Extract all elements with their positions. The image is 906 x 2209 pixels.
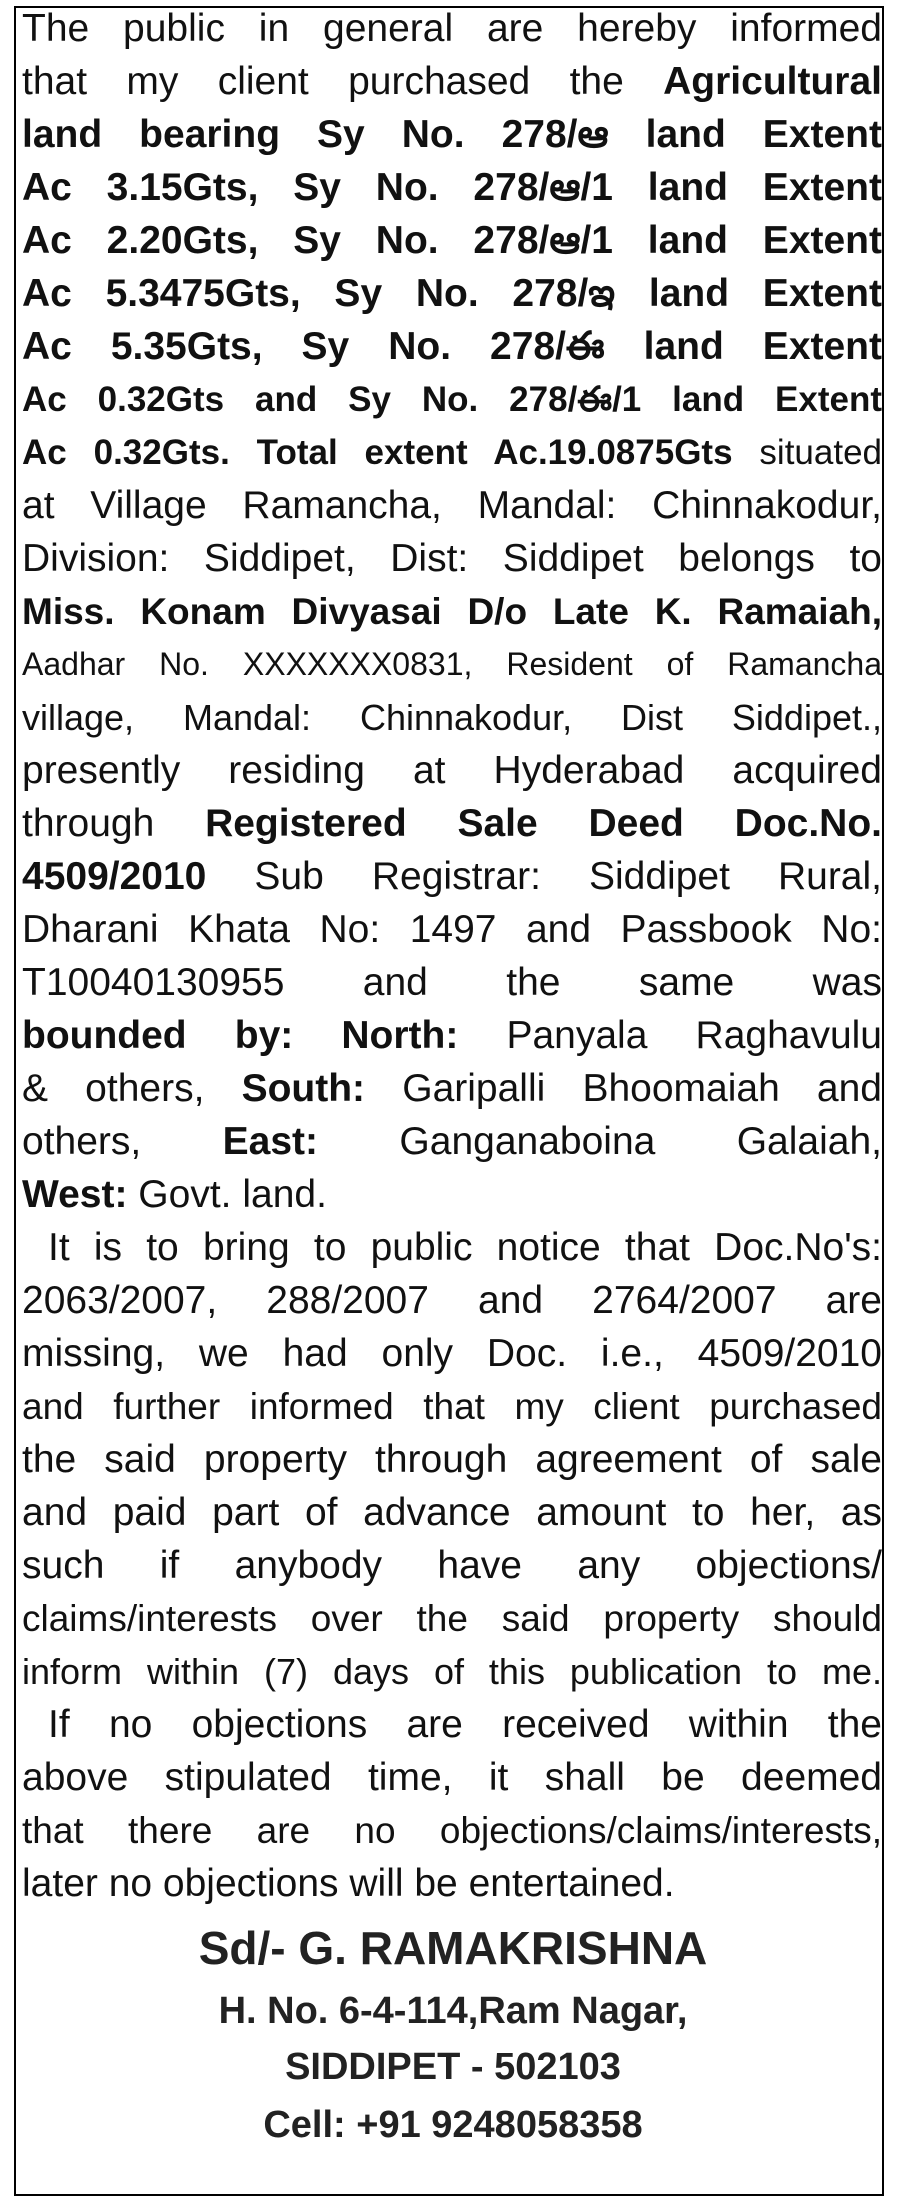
signature-name: Sd/- G. RAMAKRISHNA <box>198 1922 708 1974</box>
notice-line: bounded by: North: Panyala Raghavulu <box>22 1014 882 1057</box>
notice-line: If no objections are received within the <box>48 1703 882 1746</box>
notice-line: that my client purchased the Agricultural <box>22 60 882 103</box>
notice-line: the said property through agreement of sale <box>22 1438 882 1481</box>
notice-line: Miss. Konam Divyasai D/o Late K. Ramaiah, <box>22 591 882 632</box>
notice-line: Division: Siddipet, Dist: Siddipet belongs to <box>22 537 882 580</box>
notice-line: The public in general are hereby informed <box>22 7 882 50</box>
notice-line: Aadhar No. XXXXXXX0831, Resident of Ramancha <box>22 646 882 682</box>
notice-line: presently residing at Hyderabad acquired <box>22 749 882 792</box>
notice-line: Ac 3.15Gts, Sy No. 278/ఆ/1 land Extent <box>22 166 882 209</box>
notice-line: that there are no objections/claims/interests, <box>22 1810 882 1851</box>
notice-line: inform within (7) days of this publication to me. <box>22 1651 882 1692</box>
notice-line: Dharani Khata No: 1497 and Passbook No: <box>22 908 882 951</box>
notice-line: others, East: Ganganaboina Galaiah, <box>22 1120 882 1163</box>
notice-line: 2063/2007, 288/2007 and 2764/2007 are <box>22 1279 882 1322</box>
notice-line: above stipulated time, it shall be deemed <box>22 1756 882 1799</box>
notice-line: 4509/2010 Sub Registrar: Siddipet Rural, <box>22 855 882 898</box>
notice-line: Ac 2.20Gts, Sy No. 278/ఆ/1 land Extent <box>22 219 882 262</box>
notice-line: later no objections will be entertained. <box>22 1862 675 1905</box>
notice-line: Ac 0.32Gts. Total extent Ac.19.0875Gts situated <box>22 433 883 472</box>
signature-cell: Cell: +91 9248058358 <box>263 2104 643 2146</box>
notice-line: and further informed that my client purchased <box>22 1386 882 1427</box>
notice-line: West: Govt. land. <box>22 1173 327 1216</box>
notice-line: missing, we had only Doc. i.e., 4509/2010 <box>22 1332 882 1375</box>
notice-line: village, Mandal: Chinnakodur, Dist Siddipet., <box>22 697 882 738</box>
notice-line: at Village Ramancha, Mandal: Chinnakodur, <box>22 484 882 527</box>
notice-line: and paid part of advance amount to her, as <box>22 1491 882 1534</box>
notice-line: T10040130955 and the same was <box>22 961 882 1004</box>
notice-line: It is to bring to public notice that Doc.No's: <box>48 1226 882 1269</box>
notice-line: Ac 5.35Gts, Sy No. 278/ఈ land Extent <box>22 325 882 368</box>
notice-line: Ac 5.3475Gts, Sy No. 278/ఇ land Extent <box>22 272 882 315</box>
notice-line: claims/interests over the said property should <box>22 1598 882 1639</box>
notice-line: Ac 0.32Gts and Sy No. 278/ఈ/1 land Extent <box>22 380 882 419</box>
signature-address-line2: SIDDIPET - 502103 <box>285 2046 621 2088</box>
notice-line: land bearing Sy No. 278/ఆ land Extent <box>22 113 882 156</box>
signature-address-line1: H. No. 6-4-114,Ram Nagar, <box>218 1990 688 2032</box>
notice-line: such if anybody have any objections/ <box>22 1544 882 1587</box>
notice-line: through Registered Sale Deed Doc.No. <box>22 802 882 845</box>
notice-line: & others, South: Garipalli Bhoomaiah and <box>22 1067 882 1110</box>
